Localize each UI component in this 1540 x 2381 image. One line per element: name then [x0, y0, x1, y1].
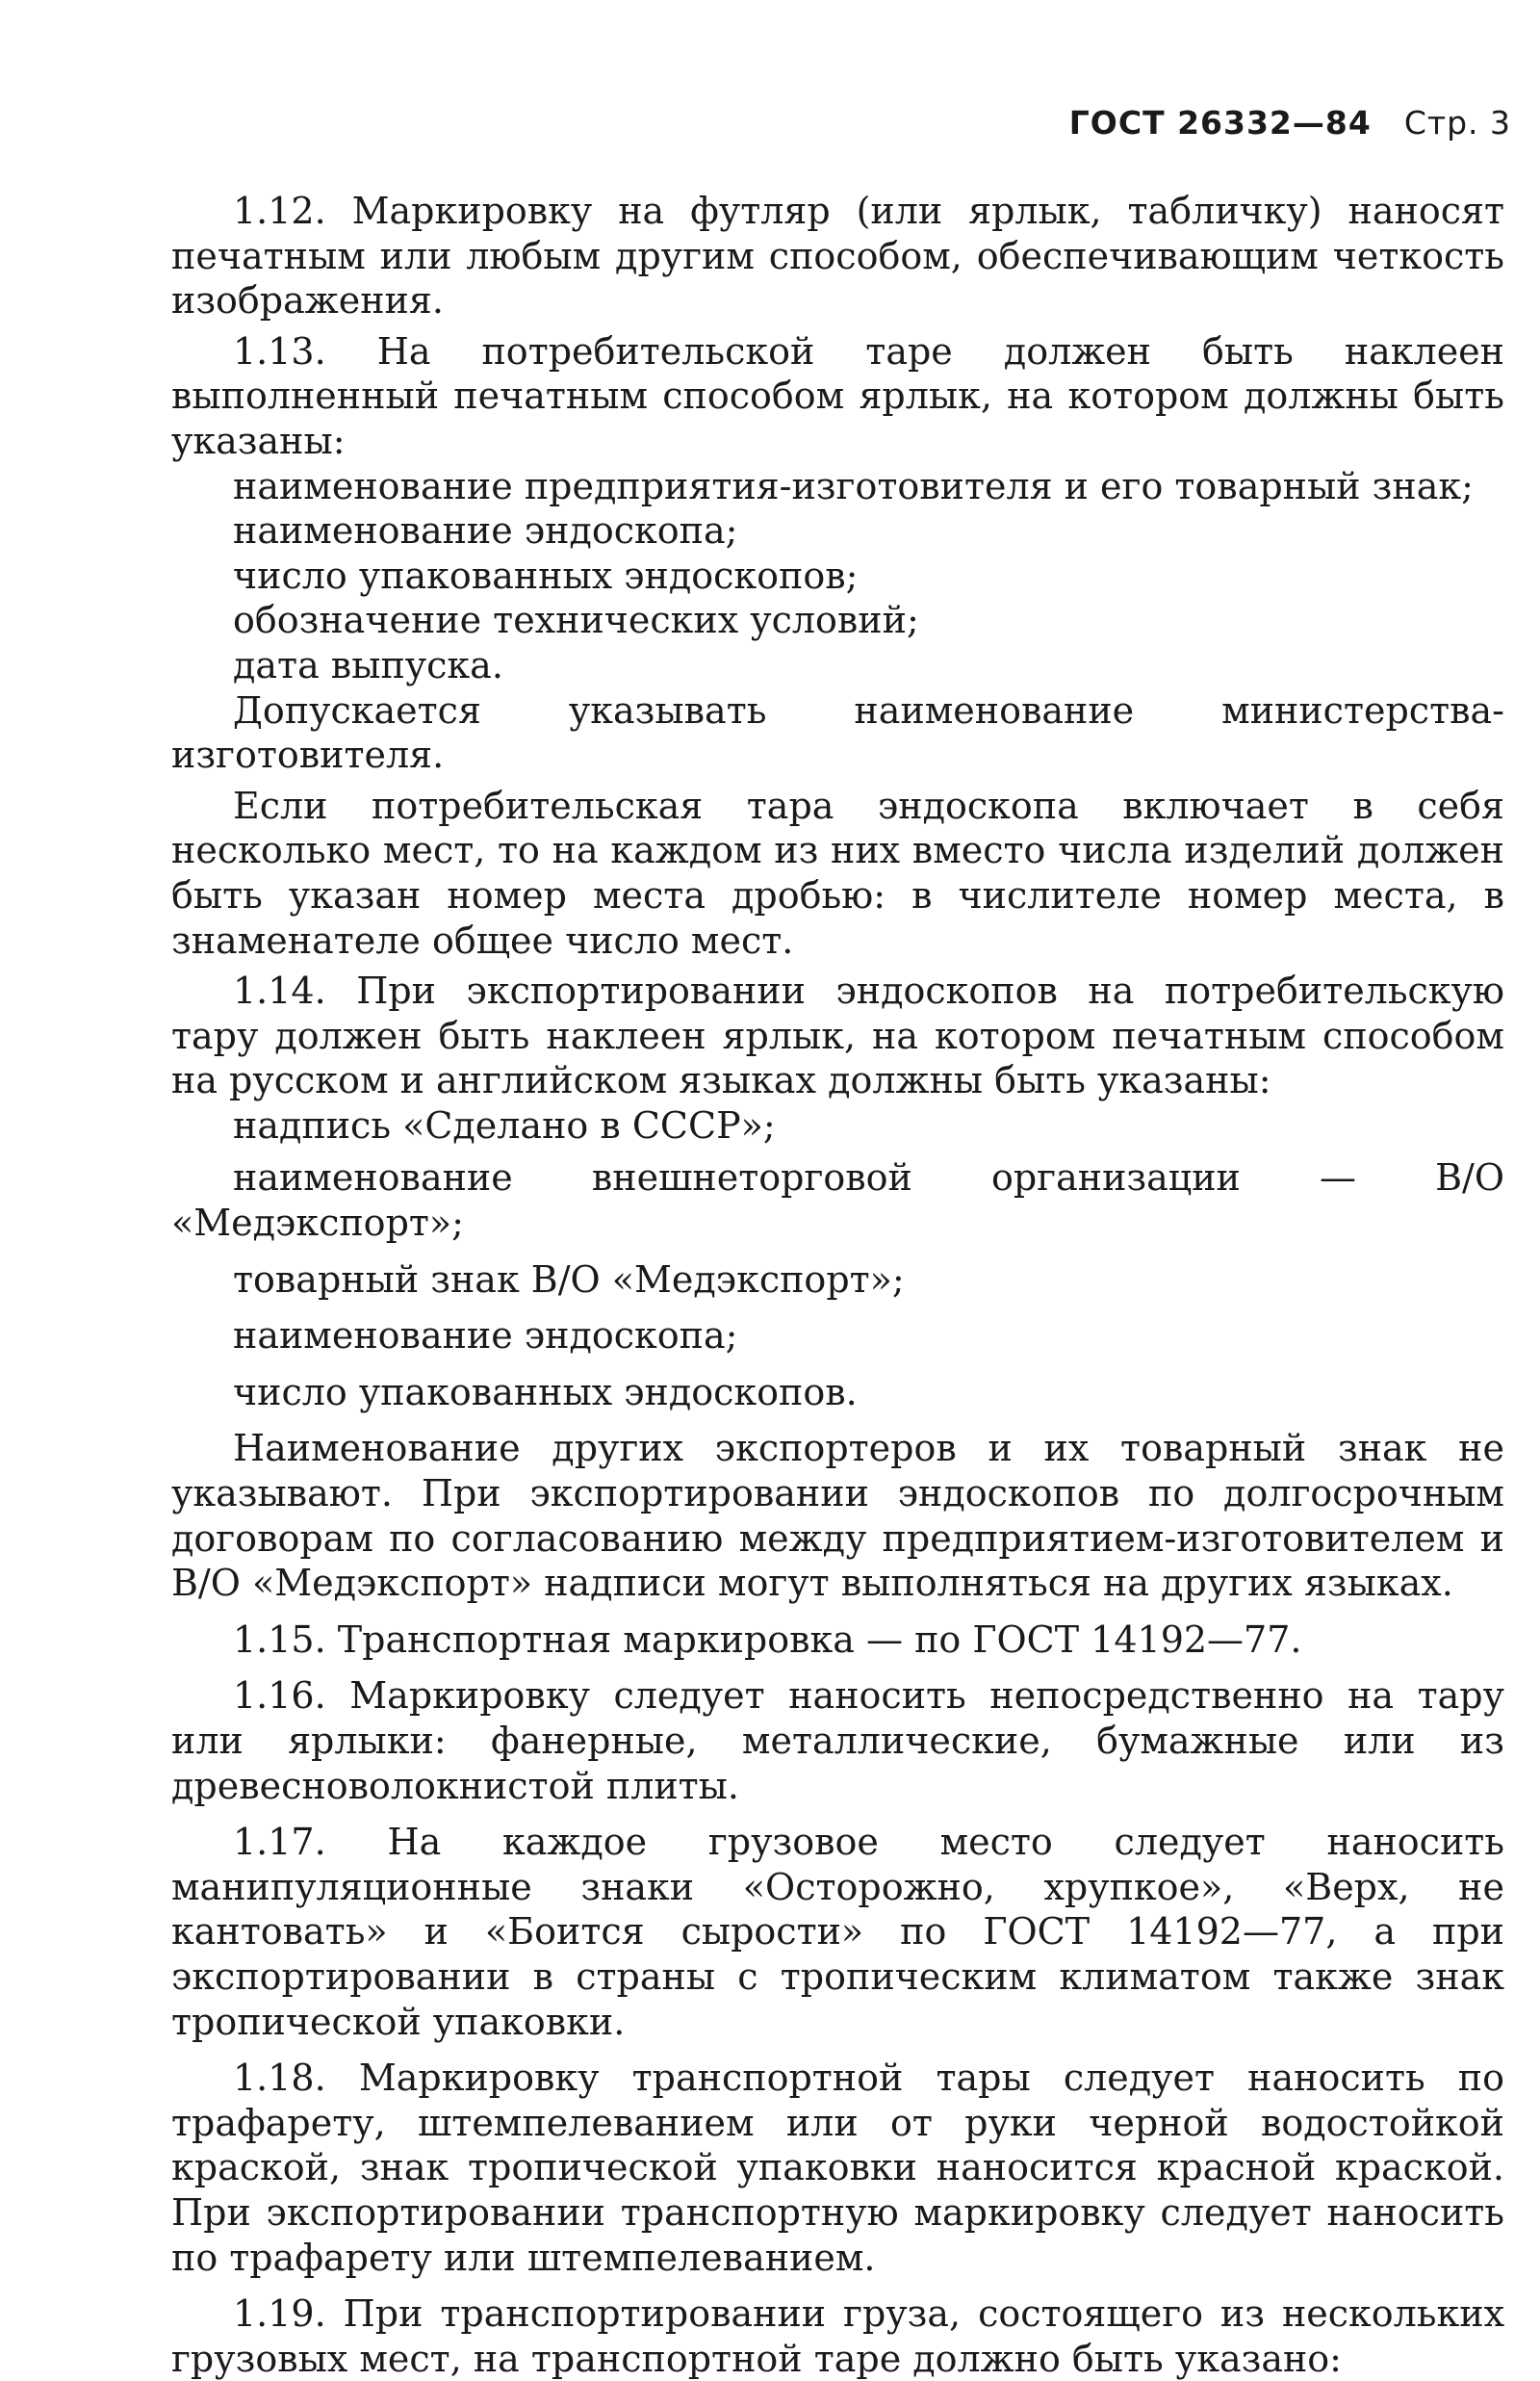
list-item: товарный знак В/О «Медэкспорт»; [233, 1257, 905, 1301]
document-body [171, 189, 1504, 2381]
standard-number: ГОСТ 26332—84 [1068, 104, 1372, 142]
list-item: наименование предприятия-изготовителя и его товарный знак; [233, 464, 1474, 507]
list-item: число упакованных эндоскопов; [233, 554, 859, 597]
list-item: число упакованных эндоскопов. [233, 1370, 858, 1413]
paragraph-ministry: Допускается указывать наименование министерства-изготовителя. [171, 688, 1504, 777]
paragraph-1-18: 1.18. Маркировку транспортной тары следует наносить по трафарету, штемпелеванием или от руки черной водостойкой краской, знак тропической упаковки наносится красной краской. При экспортировании транспортную маркировку следует наносить по трафарету или штемпелеванием. [171, 2057, 1504, 2279]
paragraph-1-16: 1.16. Маркировку следует наносить непосредственно на тару или ярлыки: фанерные, металлические, бумажные или из древесноволокнистой плиты. [171, 1674, 1504, 1807]
paragraph-1-12: 1.12. Маркировку на футляр (или ярлык, табличку) наносят печатным или любым другим способом, обеспечивающим четкость изображения. [171, 190, 1504, 323]
paragraph-1-17: 1.17. На каждое грузовое место следует наносить манипуляционные знаки «Осторожно, хрупкое», «Верх, не кантовать» и «Боится сырости» по ГОСТ 14192—77, а при экспортировании в страны с тропическим климатом также знак тропической упаковки. [171, 1821, 1504, 2043]
list-item: дата выпуска. [233, 643, 503, 686]
list-item: наименование внешнеторговой организации — В/О «Медэкспорт»; [171, 1156, 1504, 1245]
page-header [1069, 104, 1511, 142]
paragraph-exporters: Наименование других экспортеров и их товарный знак не указывают. При экспортировании эндоскопов по долгосрочным договорам по согласованию между предприятием-изготовителем и В/О «Медэкспорт» надписи могут выполняться на других языках. [171, 1427, 1504, 1605]
list-item: наименование эндоскопа; [233, 1314, 738, 1358]
list-item: наименование эндоскопа; [233, 509, 738, 553]
page-number: Стр. 3 [1403, 104, 1511, 142]
list-item: надпись «Сделано в СССР»; [233, 1103, 776, 1147]
list-item: обозначение технических условий; [233, 599, 919, 642]
paragraph-1-15: 1.15. Транспортная маркировка — по ГОСТ 14192—77. [233, 1618, 1302, 1661]
paragraph-multiple-places: Если потребительская тара эндоскопа включает в себя несколько мест, то на каждом из них вместо числа изделий должен быть указан номер места дробью: в числителе номер места, в знаменателе общее число мест. [171, 784, 1504, 962]
paragraph-1-19: 1.19. При транспортировании груза, состоящего из нескольких грузовых мест, на транспортной таре должно быть указано: [171, 2292, 1504, 2380]
paragraph-1-13: 1.13. На потребительской таре должен быть наклеен выполненный печатным способом ярлык, на котором должны быть указаны: [171, 329, 1504, 462]
paragraph-1-14: 1.14. При экспортировании эндоскопов на потребительскую тару должен быть наклеен ярлык, на котором печатным способом на русском и английском языках должны быть указаны: [171, 970, 1504, 1102]
